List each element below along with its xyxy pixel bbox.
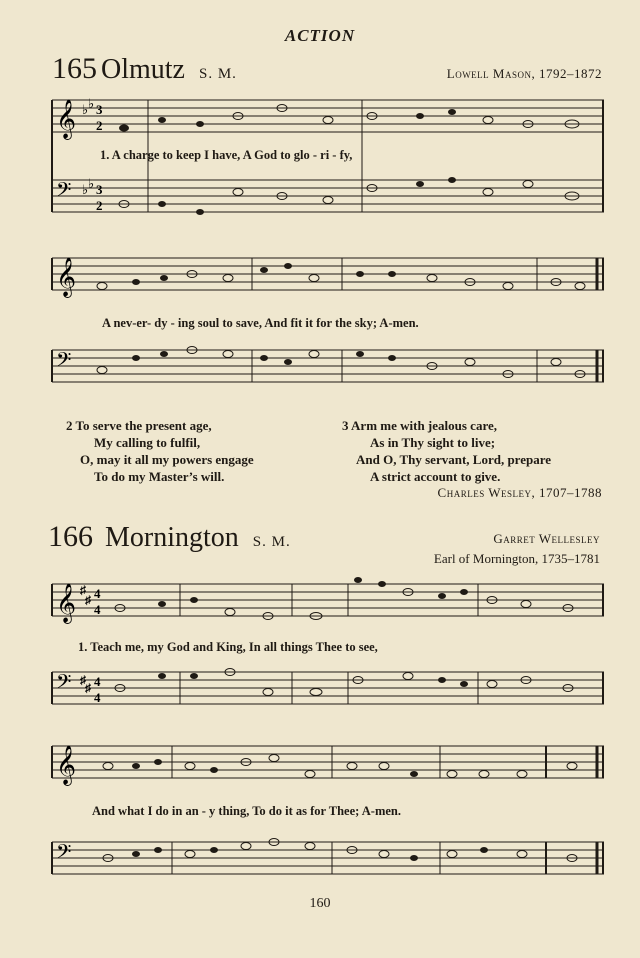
- verse-line: My calling to fulfil,: [94, 435, 201, 450]
- tune-name: Mornington: [105, 522, 239, 553]
- svg-text:♯: ♯: [85, 593, 91, 607]
- svg-text:♭: ♭: [88, 176, 95, 191]
- verse-line: As in Thy sight to live;: [370, 435, 496, 450]
- verse-line: 2 To serve the present age,: [66, 418, 212, 433]
- lyrics-line: 1. Teach me, my God and King, In all things Thee to see,: [78, 640, 378, 654]
- verse-3: [342, 417, 551, 485]
- treble-clef-icon: 𝄞: [56, 747, 77, 784]
- composer-credit: Garret Wellesley: [493, 531, 600, 546]
- svg-text:♯: ♯: [80, 673, 86, 687]
- svg-text:4: 4: [94, 690, 101, 705]
- bass-clef-icon: 𝄢: [56, 842, 72, 868]
- hymn-165-header: [52, 52, 237, 86]
- svg-text:3: 3: [96, 182, 103, 197]
- meter: S. M.: [199, 66, 237, 82]
- bass-clef-icon: 𝄢: [56, 672, 72, 698]
- composer-credit-line2: Earl of Mornington, 1735–1781: [433, 551, 600, 566]
- verse-line: To do my Master’s will.: [94, 469, 225, 484]
- hymn-number: 165: [52, 52, 97, 85]
- meter: S. M.: [252, 534, 291, 550]
- bass-clef-icon: 𝄢: [56, 180, 72, 206]
- treble-clef-icon: 𝄞: [56, 585, 77, 622]
- svg-text:4: 4: [94, 674, 101, 689]
- lyrics-line: 1. A charge to keep I have, A God to glo - ri - fy,: [100, 148, 353, 162]
- svg-text:4: 4: [94, 586, 101, 601]
- verse-line: O, may it all my powers engage: [80, 452, 254, 467]
- treble-clef-icon: 𝄞: [56, 101, 77, 138]
- page-number: 160: [309, 896, 331, 911]
- lyrics-line: And what I do in an - y thing, To do it as for Thee; A-men.: [92, 804, 401, 818]
- verse-line: 3 Arm me with jealous care,: [342, 418, 498, 433]
- svg-text:4: 4: [94, 602, 101, 617]
- treble-clef-icon: 𝄞: [56, 259, 77, 296]
- svg-text:♭: ♭: [82, 182, 89, 197]
- svg-text:2: 2: [96, 198, 103, 213]
- svg-text:3: 3: [96, 102, 103, 117]
- author-credit: Charles Wesley, 1707–1788: [437, 485, 602, 500]
- composer-credit: Lowell Mason, 1792–1872: [446, 66, 602, 81]
- svg-text:♯: ♯: [85, 681, 91, 695]
- verse-line: A strict account to give.: [370, 469, 501, 484]
- section-heading: ACTION: [284, 26, 356, 45]
- tune-name: Olmutz: [101, 54, 185, 85]
- svg-text:♯: ♯: [80, 583, 86, 597]
- hymn-number: 166: [48, 520, 93, 553]
- verse-2: [66, 417, 254, 485]
- svg-text:2: 2: [96, 118, 103, 133]
- bass-clef-icon: 𝄢: [56, 350, 72, 376]
- svg-text:♭: ♭: [82, 102, 89, 117]
- lyrics-line: A nev-er- dy - ing soul to save, And fit it for the sky; A-men.: [102, 316, 419, 330]
- verse-line: And O, Thy servant, Lord, prepare: [356, 452, 552, 467]
- svg-text:♭: ♭: [88, 96, 95, 111]
- hymn-166-header: [48, 520, 291, 554]
